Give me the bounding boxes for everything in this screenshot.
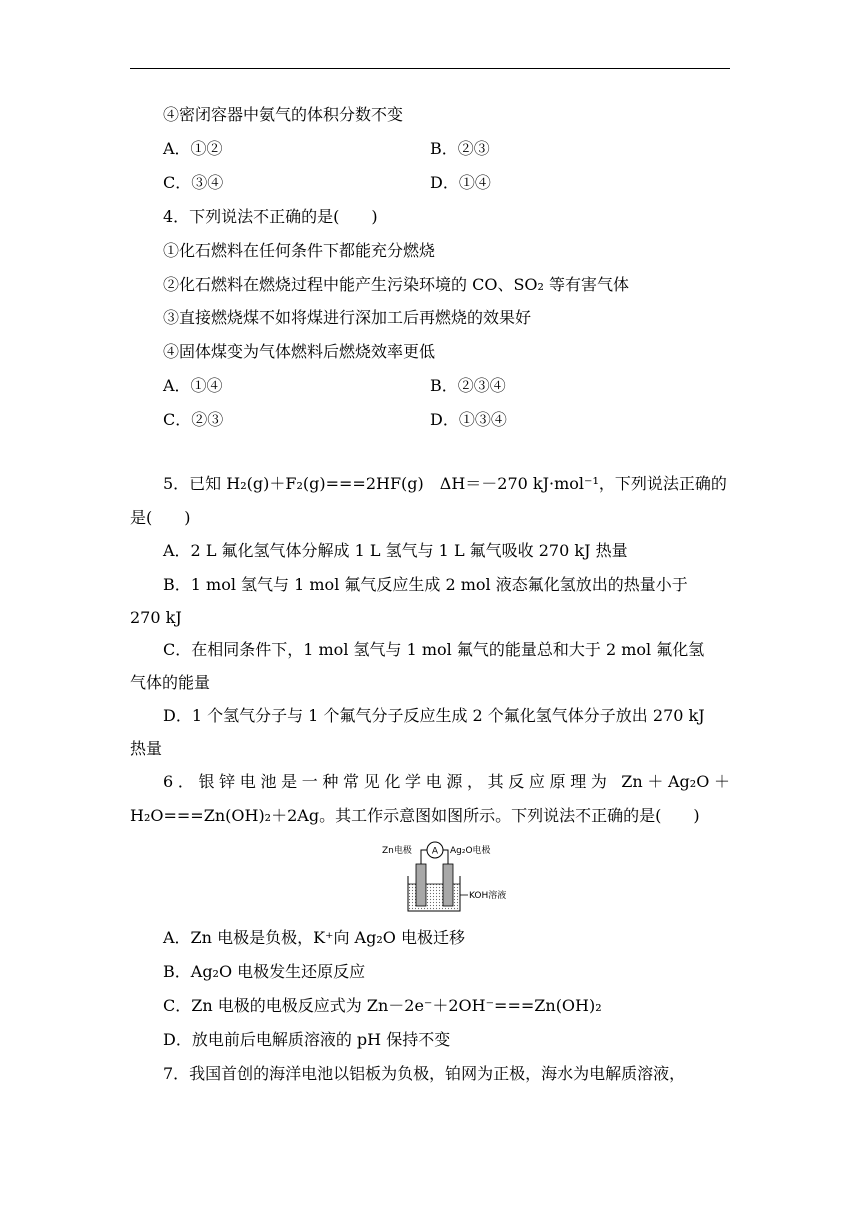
q4-statement-3: ③直接燃烧煤不如将煤进行深加工后再燃烧的效果好 [163,308,532,327]
q5-option-b-line-1: B．1 mol 氢气与 1 mol 氟气反应生成 2 mol 液态氟化氢放出的热量小于 [163,575,688,594]
q6-option-b: B．Ag₂O 电极发生还原反应 [163,962,366,981]
q6-option-d: D．放电前后电解质溶液的 pH 保持不变 [163,1030,451,1049]
ammeter-label: A [431,846,439,857]
wire-left [421,850,427,864]
q5-option-d-line-2: 热量 [130,739,163,758]
q5-option-a: A．2 L 氟化氢气体分解成 1 L 氢气与 1 L 氟气吸收 270 kJ 热量 [163,541,628,560]
q5-option-b-line-2: 270 kJ [130,608,182,627]
q7-stem-line-1: 7．我国首创的海洋电池以铝板为负极，铂网为正极，海水为电解质溶液， [163,1064,686,1083]
q3-option-c: C．③④ [163,173,224,192]
q4-options-row-2 [163,410,730,430]
header-rule [130,68,730,69]
ag2o-electrode-label: Ag₂O电极 [450,846,491,856]
battery-diagram [378,838,528,918]
q5-stem-line-2: 是( ) [130,508,191,527]
q4-statement-4: ④固体煤变为气体燃料后燃烧效率更低 [163,342,436,361]
q3-option-a: A．①② [163,139,223,158]
q4-stem: 4．下列说法不正确的是( ) [163,207,378,226]
q4-statement-2: ②化石燃料在燃烧过程中能产生污染环境的 CO、SO₂ 等有害气体 [163,275,630,294]
q4-option-c: C．②③ [163,410,224,429]
q4-options-row-1 [163,376,730,396]
q4-statement-1: ①化石燃料在任何条件下都能充分燃烧 [163,241,436,260]
zn-electrode [416,864,426,906]
q4-option-a: A．①④ [163,376,223,395]
q6-stem-line-2: H₂O===Zn(OH)₂＋2Ag。其工作示意图如图所示。下列说法不正确的是( ) [130,806,700,825]
wire-right [443,850,448,864]
q6-option-c: C．Zn 电极的电极反应式为 Zn－2e⁻＋2OH⁻===Zn(OH)₂ [163,996,602,1015]
q3-statement-4: ④密闭容器中氨气的体积分数不变 [163,105,404,124]
q4-option-d: D．①③④ [430,410,507,429]
q4-option-b: B．②③④ [430,376,506,395]
q5-option-c-line-1: C．在相同条件下，1 mol 氢气与 1 mol 氟气的能量总和大于 2 mol 氟化氢 [163,640,705,659]
q5-option-d-line-1: D．1 个氢气分子与 1 个氟气分子反应生成 2 个氟化氢气体分子放出 270 kJ [163,706,705,725]
q3-option-b: B．②③ [430,139,490,158]
koh-solution-label: KOH溶液 [469,891,507,901]
q6-option-a: A．Zn 电极是负极，K⁺向 Ag₂O 电极迁移 [163,928,465,947]
q5-stem-line-1: 5．已知 H₂(g)＋F₂(g)===2HF(g) ΔH＝－270 kJ·mol⁻¹，下列说法正确的 [163,474,727,493]
q5-option-c-line-2: 气体的能量 [130,673,211,692]
q3-options-row-1 [163,139,730,159]
q3-option-d: D．①④ [430,173,491,192]
ag2o-electrode [443,864,453,906]
q3-options-row-2 [163,173,730,193]
q6-stem-line-1: 6．银锌电池是一种常见化学电源，其反应原理为 Zn＋Ag₂O＋ [163,772,730,791]
zn-electrode-label: Zn电极 [382,846,412,856]
